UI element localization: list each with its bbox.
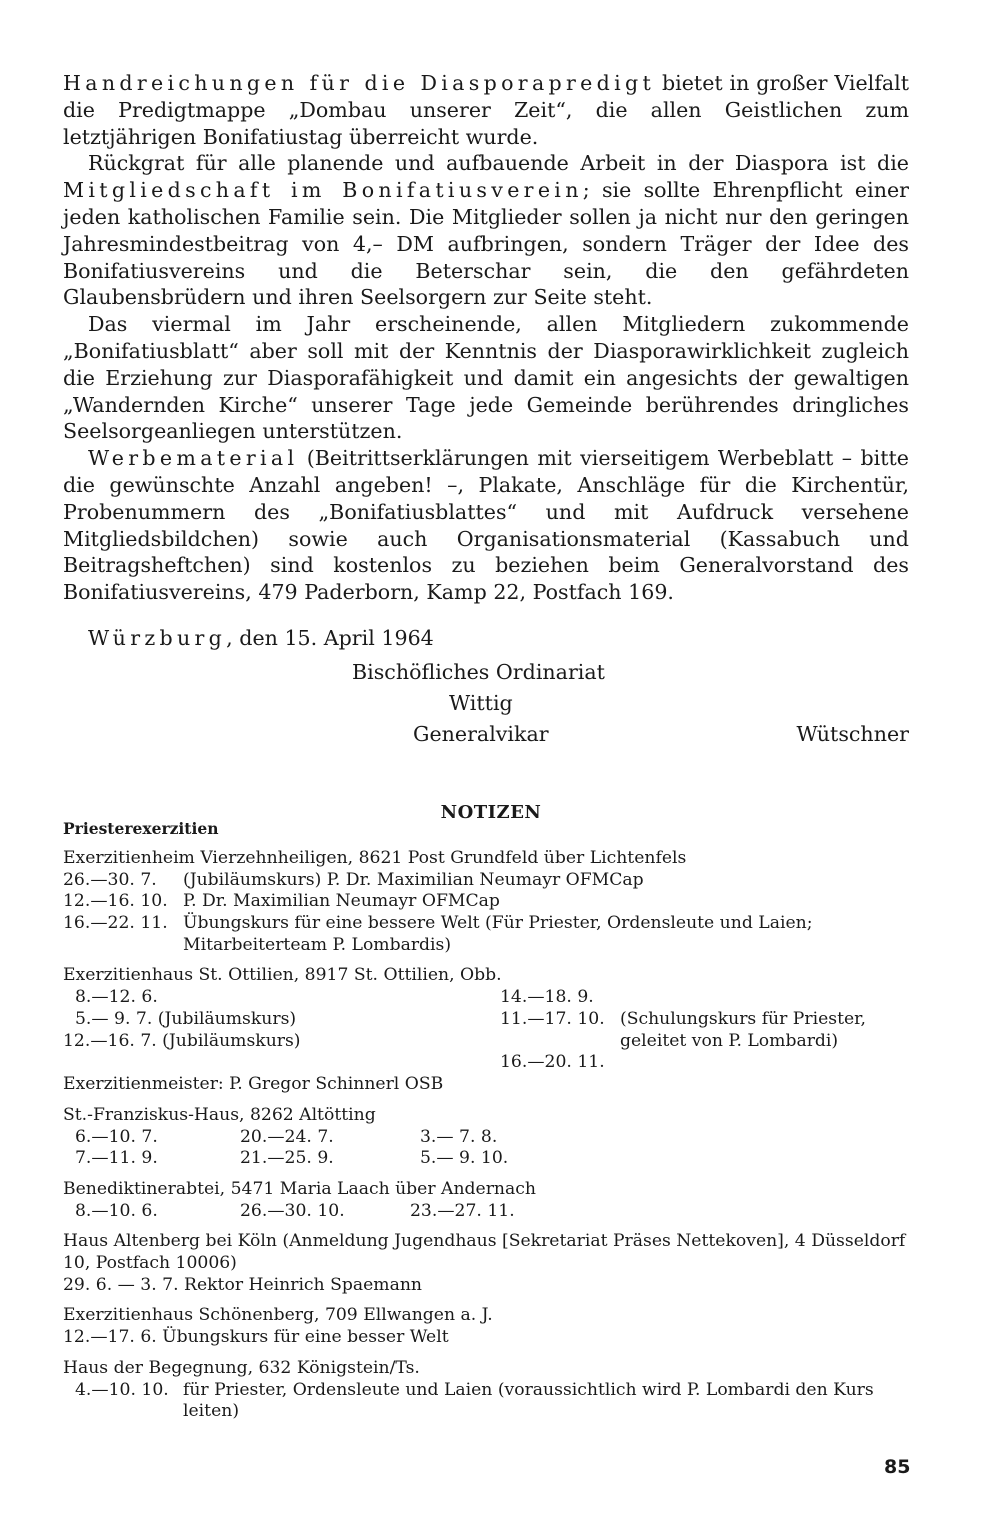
list-item	[63, 1380, 909, 1423]
entry-date: 4.—10. 10.	[75, 1379, 169, 1400]
spaced-heading: Mitgliedschaft im Bonifatiusverein	[63, 178, 583, 203]
schoenenberg-entry: 12.—17. 6. Übungskurs für eine besser Welt	[63, 1327, 449, 1348]
entry-date: 8.—10. 6.	[75, 1200, 158, 1221]
entry-date: 12.—16. 7. (Jubiläumskurs)	[63, 1030, 301, 1051]
entry-date: 5.— 9. 10.	[420, 1148, 509, 1169]
altoetting-dates	[63, 1127, 909, 1170]
entry-text: (Jubiläumskurs) P. Dr. Maximilian Neumayr OFMCap	[183, 869, 644, 890]
entry-date: 23.—27. 11.	[410, 1200, 515, 1221]
entry-date: 26.—30. 10.	[240, 1200, 345, 1221]
schoenenberg-place: Exerzitienhaus Schönenberg, 709 Ellwangen a. J.	[63, 1305, 493, 1326]
ottilien-dates	[63, 987, 909, 1074]
notes-subheading: Priesterexerzitien	[63, 818, 219, 838]
entry-date: 21.—25. 9.	[240, 1148, 334, 1169]
paragraph-text: bietet in großer Vielfalt die Predigtmappe „Dombau unserer Zeit“, die allen Geistlichen zum letztjährigen Bonifatiustag überreicht wurde.	[63, 71, 909, 149]
altoetting-place: St.-Franziskus-Haus, 8262 Altötting	[63, 1104, 376, 1125]
spaced-heading: Werbematerial	[88, 446, 299, 471]
page-number: 85	[884, 1456, 911, 1478]
paragraph-bonifatiusblatt: Das viermal im Jahr erscheinende, allen Mitgliedern zukommende „Bonifatiusblatt“ aber soll mit der Kenntnis der Diasporawirklichkeit zugleich die Erziehung zur Diasporafähigkeit und damit ein angesichts der gewaltigen „Wandernden Kirche“ unserer Tage jede Gemeinde berührendes dringliches Seelsorgeanliegen unterstützen.	[63, 312, 909, 444]
dateline-place: Würzburg	[88, 625, 227, 650]
entry-date: 8.—12. 6.	[75, 987, 158, 1008]
entry-date: 5.— 9. 7. (Jubiläumskurs)	[75, 1008, 297, 1029]
ottilien-master: Exerzitienmeister: P. Gregor Schinnerl OSB	[63, 1074, 444, 1095]
entry-text: P. Dr. Maximilian Neumayr OFMCap	[183, 891, 500, 912]
koenigstein-place: Haus der Begegnung, 632 Königstein/Ts.	[63, 1357, 420, 1378]
ottilien-place: Exerzitienhaus St. Ottilien, 8917 St. Ottilien, Obb.	[63, 965, 502, 986]
signature-name: Wittig	[449, 690, 513, 715]
entry-date: 14.—18. 9.	[500, 987, 594, 1008]
paragraph-werbematerial	[63, 445, 909, 606]
notes-heading: NOTIZEN	[440, 801, 542, 823]
dateline	[88, 626, 909, 650]
vierzehnheiligen-place: Exerzitienheim Vierzehnheiligen, 8621 Post Grundfeld über Lichtenfels	[63, 847, 687, 868]
entry-date: 20.—24. 7.	[240, 1126, 334, 1147]
signature-office: Bischöfliches Ordinariat	[352, 659, 605, 684]
entry-date: 6.—10. 7.	[75, 1126, 158, 1147]
spaced-heading: Handreichungen für die Diasporapredigt	[63, 71, 656, 95]
dateline-date: , den 15. April 1964	[226, 625, 434, 650]
altenberg-place: Haus Altenberg bei Köln (Anmeldung Jugendhaus [Sekretariat Präses Nettekoven], 4 Düsseldorf 10, Postfach 10006)	[63, 1231, 906, 1274]
entry-date: 3.— 7. 8.	[420, 1126, 498, 1147]
paragraph-mitgliedschaft	[63, 150, 909, 311]
entry-date: 12.—16. 10.	[63, 891, 168, 912]
list-item	[63, 891, 909, 913]
paragraph-text: (Beitrittserklärungen mit vierseitigem Werbeblatt – bitte die gewünschte Anzahl angeben! –, Plakate, Anschläge für die Kirchentür, Probenummern des „Bonifatiusblattes“ und mit Aufdruck versehene Mitgliedsbildchen) sowie auch Organisationsmaterial (Kassabuch und Beitragsheftchen) sind kostenlos zu beziehen beim Generalvorstand des Bonifatiusvereins, 479 Paderborn, Kamp 22, Postfach 169.	[63, 446, 909, 605]
entry-text: Übungskurs für eine bessere Welt (Für Priester, Ordensleute und Laien; Mitarbeiterteam P. Lombardis)	[183, 913, 813, 955]
laach-place: Benediktinerabtei, 5471 Maria Laach über Andernach	[63, 1178, 536, 1199]
entry-date: 16.—20. 11.	[500, 1052, 605, 1073]
entry-text: für Priester, Ordensleute und Laien (voraussichtlich wird P. Lombardi den Kurs leiten)	[183, 1379, 874, 1422]
paragraph-text: ; sie sollte Ehrenpflicht einer jeden katholischen Familie sein. Die Mitglieder sollen ja nicht nur den geringen Jahresmindestbeitrag von 4,– DM aufbringen, sondern Träger der Idee des Bonifatiusvereins und die Beterschar sein, die den gefährdeten Glaubensbrüdern und ihren Seelsorgern zur Seite steht.	[63, 178, 909, 310]
entry-date: 26.—30. 7.	[63, 869, 157, 890]
entry-date: 11.—17. 10.	[500, 1008, 605, 1029]
list-item	[63, 870, 909, 892]
paragraph-diasporapredigt	[63, 70, 909, 150]
entry-text: geleitet von P. Lombardi)	[620, 1030, 839, 1051]
entry-text: (Schulungskurs für Priester,	[620, 1008, 866, 1029]
signature-title: Generalvikar	[413, 721, 549, 746]
laach-dates	[63, 1201, 909, 1223]
notes-list	[63, 848, 909, 1423]
signature-clerk: Wütschner	[796, 721, 909, 746]
entry-date: 16.—22. 11.	[63, 913, 168, 934]
entry-date: 7.—11. 9.	[75, 1148, 158, 1169]
signature-block	[63, 660, 909, 764]
list-item	[63, 913, 909, 956]
paragraph-text: Rückgrat für alle planende und aufbauende Arbeit in der Diaspora ist die	[88, 151, 909, 176]
page-body	[63, 70, 909, 1423]
altenberg-entry: 29. 6. — 3. 7. Rektor Heinrich Spaemann	[63, 1274, 422, 1295]
